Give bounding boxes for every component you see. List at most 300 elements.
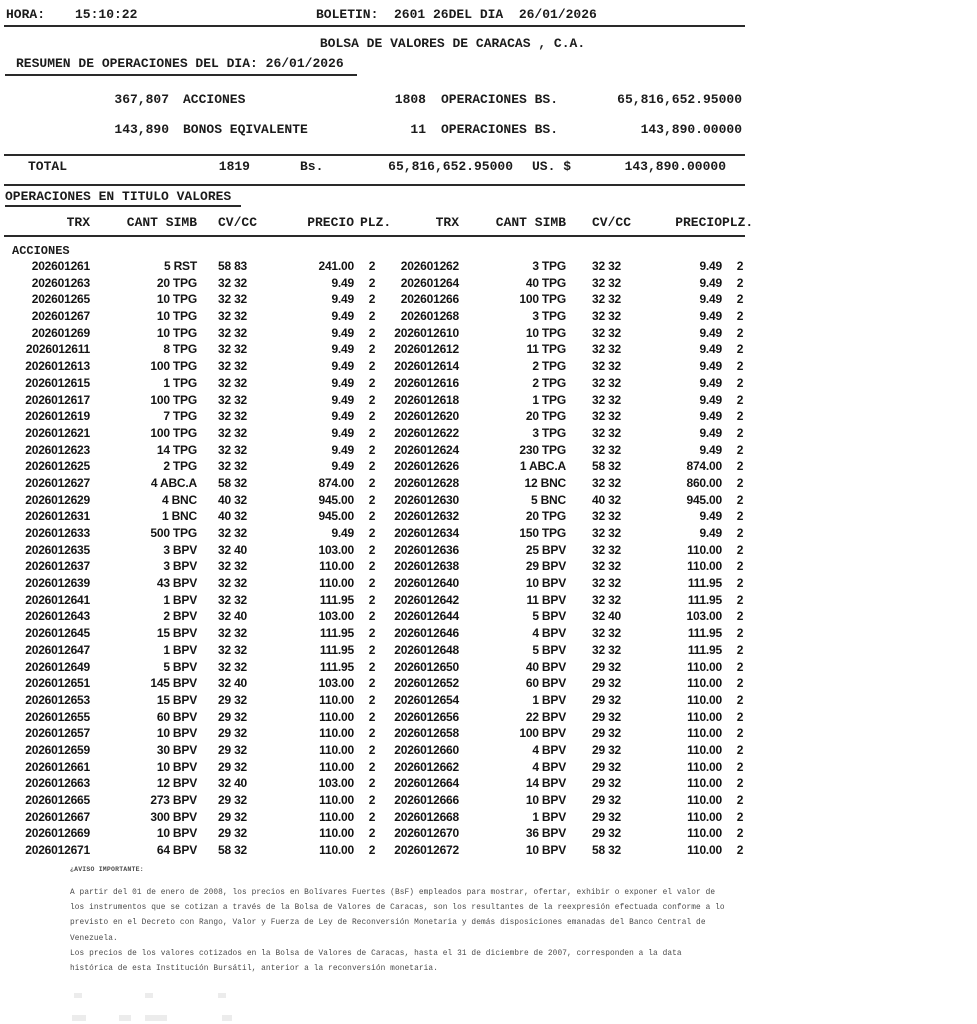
operations-heading: OPERACIONES EN TITULO VALORES [5,189,232,204]
cell-cvcc: 32 32 [218,275,248,290]
cell-cant-simb-2: 2 TPG [532,359,566,374]
cell-precio-2: 110.00 [687,726,722,741]
cell-cvcc: 32 40 [218,542,248,557]
cell-trx-2: 2026012644 [394,609,459,624]
cell-cant-simb: 14 TPG [156,442,197,457]
cell-cant-simb-2: 3 TPG [532,309,566,324]
cell-plz-2: 2 [736,475,744,490]
total-rule-top [4,154,745,156]
cell-cvcc-2: 32 32 [592,259,622,273]
cell-cvcc: 32 32 [218,409,248,424]
cell-trx-2: 2026012610 [394,325,459,340]
cell-precio-2: 111.95 [687,626,722,641]
cell-trx-2: 2026012630 [394,492,459,507]
cell-trx: 2026012623 [25,442,90,457]
cell-precio-2: 110.00 [687,742,722,757]
cell-trx-2: 2026012628 [394,475,459,490]
cell-precio-2: 9.49 [699,359,722,374]
total-bs-value: 65,816,652.95000 [388,159,513,174]
cell-trx: 2026012649 [25,659,90,674]
cell-precio-2: 110.00 [687,826,722,841]
summary-ops-label: OPERACIONES BS. [441,92,559,107]
cell-cvcc-2: 29 32 [592,692,622,707]
cell-cvcc: 32 32 [218,442,248,457]
cell-cant-simb: 5 RST [163,259,197,273]
cell-cant-simb: 500 TPG [150,526,197,540]
cell-cant-simb-2: 11 BPV [526,592,566,607]
cell-plz: 2 [368,759,376,774]
cell-precio-2: 9.49 [699,509,722,524]
cell-cant-simb: 15 BPV [156,692,197,707]
cell-cvcc-2: 29 32 [592,809,622,824]
cell-cvcc: 32 32 [218,576,248,591]
cell-cant-simb: 64 BPV [156,843,197,858]
cell-precio: 9.49 [331,275,354,290]
cell-plz: 2 [368,576,376,591]
cell-plz: 2 [368,425,376,440]
cell-plz-2: 2 [736,692,744,707]
cell-plz: 2 [368,742,376,757]
cell-cant-simb-2: 1 BPV [532,692,566,707]
cell-cant-simb: 10 TPG [156,325,197,340]
cell-trx: 2026012645 [25,626,90,641]
cell-cvcc: 32 32 [218,559,248,574]
cell-plz-2: 2 [736,642,744,657]
cell-plz: 2 [368,526,376,540]
cell-precio-2: 9.49 [699,275,722,290]
cell-precio-2: 9.49 [699,425,722,440]
cell-plz-2: 2 [736,275,744,290]
cell-cant-simb: 3 BPV [163,542,197,557]
cell-trx: 2026012625 [25,459,90,474]
cell-precio-2: 110.00 [687,676,722,691]
cell-trx: 2026012635 [25,542,90,557]
table-row [0,575,758,592]
cell-cant-simb-2: 12 BNC [524,475,566,490]
cell-plz: 2 [368,509,376,524]
table-row [0,842,758,859]
cell-cant-simb-2: 1 ABC.A [519,459,566,474]
table-row [0,692,758,709]
cell-plz-2: 2 [736,392,744,407]
cell-cant-simb: 100 TPG [150,359,197,374]
cell-cant-simb-2: 14 BPV [525,776,566,791]
cell-plz-2: 2 [736,492,744,507]
total-usd-value: 143,890.00000 [624,159,726,174]
boletin-value: 2601 26DEL DIA 26/01/2026 [394,7,597,22]
cell-cvcc-2: 32 32 [592,325,622,340]
cell-plz-2: 2 [736,709,744,724]
summary-amount: 65,816,652.95000 [617,92,742,107]
cell-precio-2: 860.00 [686,475,722,490]
cell-cant-simb: 12 BPV [156,776,197,791]
cell-trx-2: 2026012672 [394,843,459,858]
cell-trx: 202601261 [31,259,90,273]
cell-precio: 9.49 [331,359,354,374]
cell-cvcc-2: 32 32 [592,292,622,307]
scan-artifact [119,1015,131,1021]
cell-trx: 2026012633 [25,526,90,540]
aviso-line: los instrumentos que se cotizan a través de la Bolsa de Valores de Caracas, son los resultantes de la reexpresión efectuada conforme a lo [70,904,725,913]
cell-trx-2: 2026012612 [394,342,459,357]
aviso-line: previsto en el Decreto con Rango, Valor y Fuerza de Ley de Reconversión Monetaria y demás disposiciones emanadas del Banco Central de [70,919,706,928]
header-rule [4,25,745,27]
cell-cant-simb: 145 BPV [150,676,197,691]
cell-cvcc: 32 32 [218,309,248,324]
cell-precio: 9.49 [331,375,354,390]
cell-precio: 9.49 [331,526,354,540]
cell-cvcc-2: 32 32 [592,275,622,290]
cell-cvcc: 29 32 [218,742,248,757]
cell-cant-simb: 100 TPG [150,392,197,407]
cell-precio-2: 111.95 [687,642,722,657]
cell-cant-simb-2: 40 TPG [525,275,566,290]
cell-cvcc-2: 29 32 [592,726,622,741]
cell-plz: 2 [368,559,376,574]
cell-cvcc-2: 58 32 [592,459,622,474]
cell-trx-2: 2026012632 [394,509,459,524]
table-row [0,742,758,759]
cell-cant-simb: 2 BPV [163,609,197,624]
cell-plz-2: 2 [736,576,744,591]
cell-plz-2: 2 [736,375,744,390]
cell-cant-simb-2: 150 TPG [519,526,566,540]
cell-trx-2: 2026012642 [394,592,459,607]
cell-precio: 111.95 [319,626,354,641]
cell-plz: 2 [368,359,376,374]
cell-precio-2: 9.49 [699,526,722,540]
cell-cant-simb: 1 BNC [161,509,197,524]
table-row [0,442,758,459]
scan-artifact [222,1015,232,1021]
cell-plz: 2 [368,692,376,707]
cell-cant-simb-2: 3 TPG [532,425,566,440]
cell-precio: 110.00 [319,726,354,741]
table-row [0,425,758,442]
cell-precio-2: 9.49 [699,442,722,457]
col-header-cant-simb-2: CANT SIMB [495,215,566,230]
aviso-line: Los precios de los valores cotizados en la Bolsa de Valores de Caracas, hasta el 31 de diciembre de 2007, corresponden a la data [70,949,682,958]
table-row [0,458,758,475]
table-row [0,475,758,492]
cell-cvcc-2: 32 32 [592,526,622,540]
cell-cvcc-2: 32 32 [592,425,622,440]
cell-cvcc-2: 32 32 [592,642,622,657]
summary-ops-label: OPERACIONES BS. [441,122,559,137]
table-row [0,375,758,392]
cell-trx-2: 202601264 [400,275,459,290]
cell-precio: 110.00 [319,826,354,841]
cell-cvcc: 58 32 [218,843,248,858]
cell-precio: 103.00 [318,676,354,691]
table-row [0,542,758,559]
cell-plz: 2 [368,259,376,273]
cell-precio: 110.00 [319,809,354,824]
cell-plz-2: 2 [736,559,744,574]
cell-plz-2: 2 [736,309,744,324]
cell-trx: 2026012651 [25,676,90,691]
table-row [0,809,758,826]
cell-trx: 2026012629 [25,492,90,507]
cell-precio: 9.49 [331,409,354,424]
cell-cvcc: 58 32 [218,475,248,490]
cell-plz-2: 2 [736,409,744,424]
cell-cant-simb-2: 20 TPG [525,509,566,524]
cell-precio: 9.49 [331,459,354,474]
cell-precio-2: 9.49 [699,409,722,424]
cell-precio-2: 110.00 [687,542,722,557]
summary-label: ACCIONES [183,92,246,107]
cell-cant-simb-2: 1 TPG [532,392,566,407]
cell-cant-simb-2: 1 BPV [532,809,566,824]
cell-trx-2: 2026012662 [394,759,459,774]
cell-plz: 2 [368,475,376,490]
cell-trx-2: 2026012614 [394,359,459,374]
cell-trx-2: 2026012648 [394,642,459,657]
cell-cvcc-2: 32 40 [592,609,622,624]
resumen-heading: RESUMEN DE OPERACIONES DEL DIA: 26/01/2026 [16,56,344,71]
cell-trx: 2026012617 [25,392,90,407]
section-label-acciones: ACCIONES [12,244,70,258]
table-row [0,759,758,776]
cell-plz: 2 [368,676,376,691]
cell-precio: 110.00 [319,576,354,591]
cell-plz: 2 [368,642,376,657]
total-usd-label: US. $ [532,159,572,174]
cell-precio: 110.00 [319,843,354,858]
cell-precio: 103.00 [318,776,354,791]
aviso-line: Venezuela. [70,934,118,943]
cell-trx: 2026012653 [25,692,90,707]
cell-precio-2: 110.00 [687,709,722,724]
cell-precio-2: 110.00 [687,793,722,807]
table-row [0,792,758,809]
table-row [0,492,758,509]
cell-trx-2: 2026012640 [394,576,459,591]
cell-cvcc-2: 32 32 [592,542,622,557]
table-row [0,408,758,425]
cell-trx: 2026012667 [25,809,90,824]
cell-cant-simb-2: 230 TPG [519,442,566,457]
cell-precio: 9.49 [331,442,354,457]
cell-precio-2: 9.49 [699,292,722,307]
cell-trx-2: 2026012626 [394,459,459,474]
cell-trx: 2026012637 [25,559,90,574]
aviso-heading: ¿AVISO IMPORTANTE: [70,866,144,873]
cell-cvcc: 32 32 [218,375,248,390]
cell-cvcc: 29 32 [218,726,248,741]
cell-plz-2: 2 [736,526,744,540]
cell-cant-simb-2: 10 TPG [525,325,566,340]
cell-precio-2: 110.00 [687,759,722,774]
summary-count: 143,890 [114,122,169,137]
cell-trx-2: 2026012624 [394,442,459,457]
cell-plz-2: 2 [736,459,744,474]
cell-cvcc-2: 32 32 [592,626,622,641]
cell-cant-simb: 30 BPV [156,742,197,757]
cell-precio-2: 110.00 [687,659,722,674]
cell-cvcc-2: 29 32 [592,742,622,757]
cell-precio: 9.49 [331,342,354,357]
cell-cvcc: 32 32 [218,425,248,440]
cell-precio: 9.49 [331,425,354,440]
cell-plz: 2 [368,542,376,557]
total-bs-label: Bs. [300,159,324,174]
cell-cant-simb-2: 60 BPV [525,676,566,691]
cell-cvcc-2: 32 32 [592,592,622,607]
cell-plz-2: 2 [736,676,744,691]
cell-plz-2: 2 [736,843,744,858]
cell-cvcc-2: 29 32 [592,676,622,691]
cell-plz-2: 2 [736,325,744,340]
cell-precio-2: 9.49 [699,375,722,390]
cell-cvcc-2: 29 32 [592,659,622,674]
cell-plz: 2 [368,459,376,474]
cell-cvcc: 58 83 [218,259,248,273]
cell-trx: 2026012665 [25,793,90,807]
cell-precio: 110.00 [319,559,354,574]
cell-cvcc: 29 32 [218,793,248,807]
cell-trx-2: 2026012638 [394,559,459,574]
cell-cant-simb: 10 BPV [156,726,197,741]
summary-label: BONOS EQIVALENTE [183,122,308,137]
cell-plz: 2 [368,592,376,607]
cell-trx-2: 2026012670 [394,826,459,841]
table-row [0,659,758,676]
cell-cant-simb-2: 20 TPG [525,409,566,424]
cell-cvcc-2: 29 32 [592,759,622,774]
operations-underline [5,205,241,207]
cell-trx: 2026012669 [25,826,90,841]
table-row [0,508,758,525]
cell-cant-simb: 2 TPG [163,459,197,474]
cell-cant-simb: 1 BPV [163,642,197,657]
cell-plz: 2 [368,793,376,807]
cell-precio-2: 110.00 [687,809,722,824]
cell-cant-simb-2: 4 BPV [532,742,566,757]
cell-cant-simb-2: 4 BPV [532,759,566,774]
cell-cvcc: 32 32 [218,642,248,657]
summary-row-bonos [0,122,760,138]
cell-plz-2: 2 [736,442,744,457]
cell-cvcc: 32 40 [218,609,248,624]
col-header-plz: PLZ. [360,215,392,230]
cell-precio: 9.49 [331,325,354,340]
cell-trx: 2026012621 [25,425,90,440]
cell-plz: 2 [368,659,376,674]
cell-plz-2: 2 [736,592,744,607]
cell-trx: 2026012663 [25,776,90,791]
cell-precio-2: 110.00 [687,843,722,858]
aviso-text [70,886,725,977]
table-row [0,275,758,292]
cell-plz-2: 2 [736,359,744,374]
cell-cvcc-2: 29 32 [592,793,622,807]
cell-precio: 110.00 [319,692,354,707]
cell-precio-2: 945.00 [686,492,722,507]
cell-cant-simb: 10 TPG [156,292,197,307]
table-row [0,558,758,575]
cell-cvcc: 29 32 [218,826,248,841]
summary-operations: 11 [410,122,426,137]
cell-cvcc: 32 32 [218,342,248,357]
cell-cant-simb: 4 BNC [161,492,197,507]
table-header-rule [4,235,745,237]
cell-trx-2: 2026012616 [394,375,459,390]
hora-label: HORA: [6,7,46,22]
cell-precio: 111.95 [319,642,354,657]
table-row [0,392,758,409]
cell-trx: 2026012659 [25,742,90,757]
cell-precio-2: 111.95 [687,592,722,607]
cell-plz-2: 2 [736,659,744,674]
cell-cant-simb-2: 5 BPV [532,609,566,624]
cell-trx: 2026012631 [25,509,90,524]
cell-cvcc-2: 32 32 [592,559,622,574]
cell-trx: 2026012657 [25,726,90,741]
cell-plz: 2 [368,342,376,357]
cell-cvcc: 32 32 [218,459,248,474]
cell-trx-2: 2026012618 [394,392,459,407]
cell-cvcc-2: 29 32 [592,709,622,724]
cell-plz-2: 2 [736,742,744,757]
cell-cant-simb: 300 BPV [150,809,197,824]
cell-precio-2: 110.00 [687,692,722,707]
cell-plz: 2 [368,325,376,340]
cell-cvcc: 29 32 [218,759,248,774]
cell-cant-simb: 100 TPG [150,425,197,440]
cell-plz: 2 [368,709,376,724]
cell-trx-2: 2026012660 [394,742,459,757]
total-ops: 1819 [218,159,250,174]
cell-precio: 9.49 [331,292,354,307]
cell-plz-2: 2 [736,826,744,841]
cell-precio: 241.00 [318,259,354,273]
page-title: BOLSA DE VALORES DE CARACAS , C.A. [319,36,586,51]
cell-cant-simb: 273 BPV [150,793,197,807]
cell-plz-2: 2 [736,809,744,824]
cell-trx: 2026012647 [25,642,90,657]
cell-cvcc-2: 32 32 [592,509,622,524]
cell-plz-2: 2 [736,342,744,357]
table-row [0,325,758,342]
cell-cvcc-2: 32 32 [592,342,622,357]
cell-cant-simb-2: 10 BPV [525,843,566,858]
cell-trx: 2026012655 [25,709,90,724]
cell-cvcc: 32 32 [218,325,248,340]
cell-trx-2: 2026012646 [394,626,459,641]
cell-plz: 2 [368,375,376,390]
cell-cvcc-2: 32 32 [592,475,622,490]
cell-cant-simb: 60 BPV [156,709,197,724]
cell-plz: 2 [368,809,376,824]
cell-cant-simb-2: 11 TPG [526,342,566,357]
cell-cvcc: 32 32 [218,292,248,307]
cell-precio: 103.00 [318,609,354,624]
cell-cvcc: 32 40 [218,676,248,691]
cell-precio: 9.49 [331,309,354,324]
table-row [0,608,758,625]
cell-cvcc: 29 32 [218,709,248,724]
cell-trx-2: 202601268 [400,309,459,324]
total-label: TOTAL [28,159,68,174]
scan-artifact [145,993,153,998]
cell-cant-simb-2: 4 BPV [532,626,566,641]
cell-cvcc-2: 32 32 [592,375,622,390]
hora-value: 15:10:22 [75,7,138,22]
cell-trx: 2026012639 [25,576,90,591]
cell-cant-simb: 20 TPG [156,275,197,290]
